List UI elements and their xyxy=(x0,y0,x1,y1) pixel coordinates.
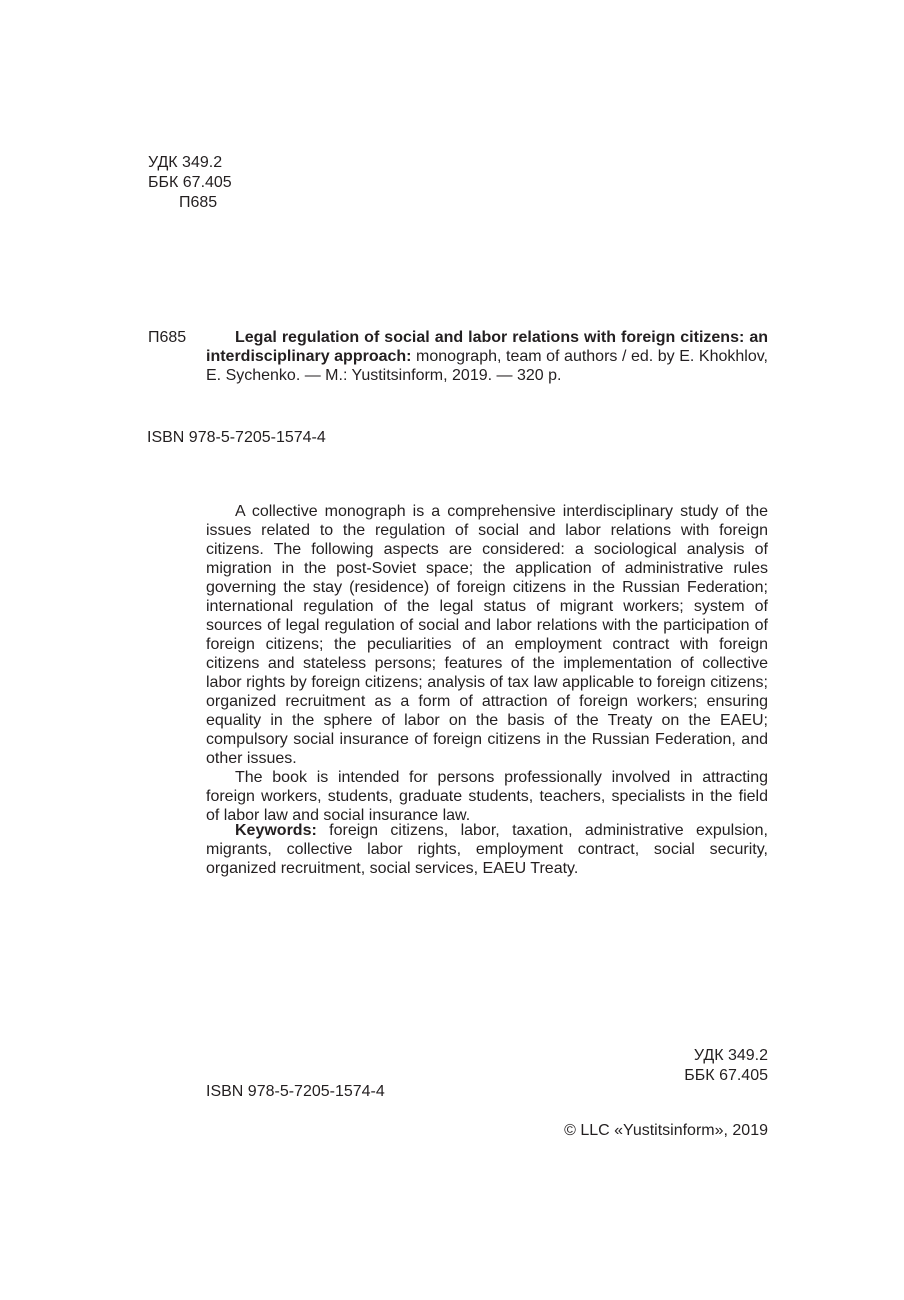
udk-code: УДК 349.2 xyxy=(148,154,223,171)
bbk-code-bottom: ББК 67.405 xyxy=(684,1067,768,1084)
bibliographic-entry xyxy=(206,328,768,385)
bbk-code: ББК 67.405 xyxy=(148,174,232,191)
classification-codes-bottom xyxy=(684,1046,768,1086)
keywords-block xyxy=(206,821,768,878)
bibliographic-record xyxy=(206,328,768,385)
udk-code-bottom: УДК 349.2 xyxy=(693,1047,768,1064)
classification-codes-top xyxy=(148,153,232,213)
isbn-bottom: ISBN 978-5-7205-1574-4 xyxy=(206,1083,385,1100)
abstract-paragraph-1: A collective monograph is a comprehensive interdisciplinary study of the issues related to the regulation of social and labor relations with foreign citizens. The following aspects are considered: a sociological analysis of migration in the post-Soviet space; the application of administrative rules governing the stay (residence) of foreign citizens in the Russian Federation; international regulation of the legal status of migrant workers; system of sources of legal regulation of social and labor relations with the participation of foreign citizens; the peculiarities of an employment contract with foreign citizens and stateless persons; features of the implementation of collective labor rights by foreign citizens; analysis of tax law applicable to foreign citizens; organized recruitment as a form of attraction of foreign workers; ensuring equality in the sphere of labor on the basis of the Treaty on the EAEU; compulsory social insurance of foreign citizens in the Russian Federation, and other issues. xyxy=(206,503,768,767)
abstract-paragraph-2: The book is intended for persons professionally involved in attracting foreign workers, students, graduate students, teachers, specialists in the field of labor law and social insurance law. xyxy=(206,769,768,824)
copyright-notice: © LLC «Yustitsinform», 2019 xyxy=(564,1122,768,1139)
book-title: Legal regulation of social and labor relations with foreign citizens: an interdisciplinary approach: xyxy=(206,329,768,365)
keywords-paragraph xyxy=(206,821,768,878)
author-mark: П685 xyxy=(179,194,218,211)
book-details: monograph, team of authors / ed. by E. Khokhlov, E. Sychenko. — M.: Yustitsinform, 2019. — 320 p. xyxy=(206,348,768,384)
abstract xyxy=(206,502,768,825)
isbn-top: ISBN 978-5-7205-1574-4 xyxy=(147,429,326,446)
keywords-label: Keywords: xyxy=(235,822,317,839)
keywords-text: foreign citizens, labor, taxation, administrative expulsion, migrants, collective labor rights, employment contract, social security, organized recruitment, social services, EAEU Treaty. xyxy=(206,822,768,877)
biblio-author-mark: П685 xyxy=(148,329,187,346)
